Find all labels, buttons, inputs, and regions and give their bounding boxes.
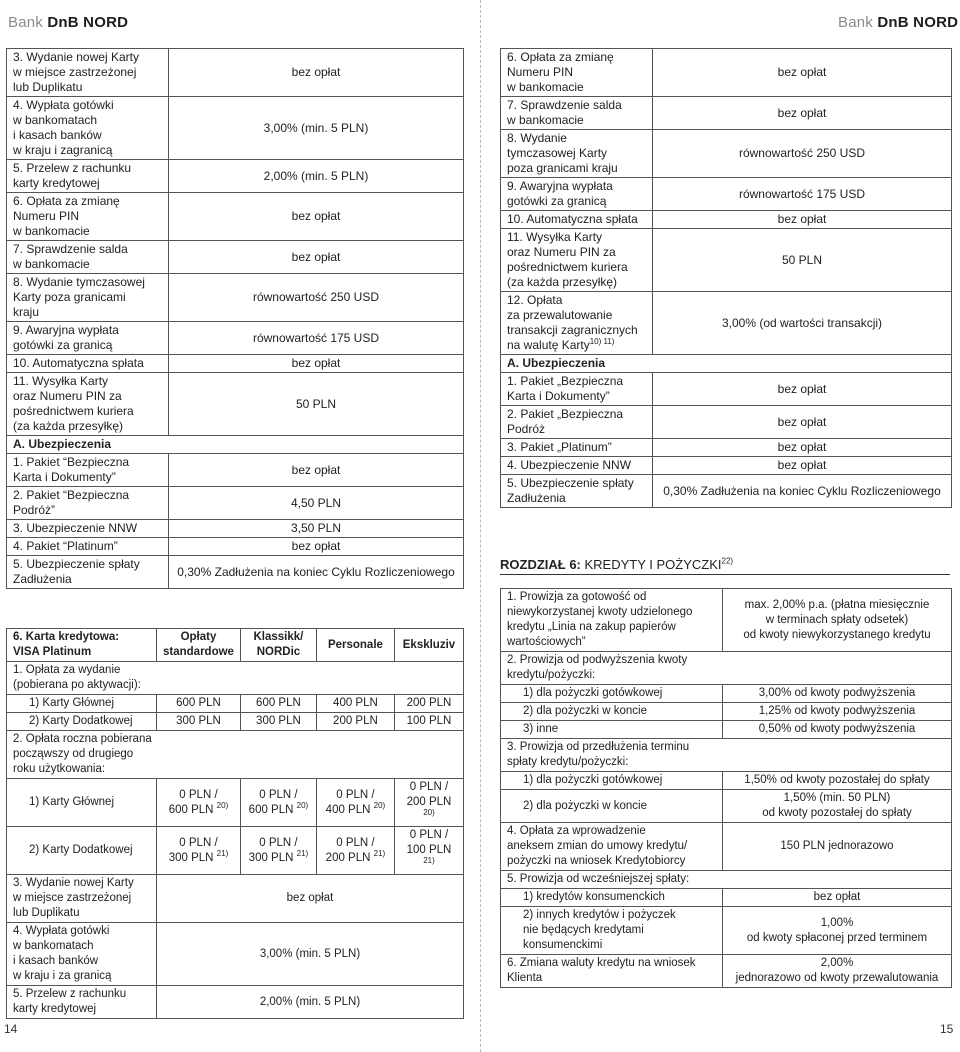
table-row: 2. Pakiet “Bezpieczna Podróż” 4,50 PLN bbox=[7, 487, 464, 520]
table-header-row: 6. Karta kredytowa: VISA Platinum Opłaty standardowe Klassikk/ NORDic Personale Ekskluziv bbox=[7, 629, 464, 662]
table-row: 3. Wydanie nowej Karty w miejsce zastrzeżonej lub Duplikatu bez opłat bbox=[7, 875, 464, 923]
table-row: 3. Pakiet „Platinum” bez opłat bbox=[501, 439, 952, 457]
table-row: 1. Pakiet “Bezpieczna Karta i Dokumenty” bez opłat bbox=[7, 454, 464, 487]
page-divider bbox=[480, 0, 481, 1052]
table-row: 4. Opłata za wprowadzenie aneksem zmian do umowy kredytu/ pożyczki na wniosek Kredytobiorcy 150 PLN jednorazowo bbox=[501, 823, 952, 871]
table-row: 2. Prowizja od podwyższenia kwoty kredytu/pożyczki: bbox=[501, 652, 952, 685]
table-row: 2) Karty Dodatkowej 300 PLN 300 PLN 200 PLN 100 PLN bbox=[7, 713, 464, 731]
table-row: 5. Przelew z rachunku karty kredytowej 2,00% (min. 5 PLN) bbox=[7, 986, 464, 1019]
table-row: 3. Ubezpieczenie NNW 3,50 PLN bbox=[7, 520, 464, 538]
left-fees-table bbox=[6, 48, 464, 589]
table-row: 11. Wysyłka Karty oraz Numeru PIN za pośrednictwem kuriera (za każda przesyłkę) 50 PLN bbox=[501, 229, 952, 292]
page-number-left: 14 bbox=[4, 1022, 18, 1036]
section-title: A. Ubezpieczenia bbox=[7, 436, 464, 454]
section-row bbox=[7, 436, 464, 454]
table-row: 12. Opłata za przewalutowanie transakcji zagranicznych na walutę Karty$^{10) 11)}$ 3,00% (od wartości transakcji) bbox=[501, 292, 952, 355]
table-row: 5. Ubezpieczenie spłaty Zadłużenia 0,30% Zadłużenia na koniec Cyklu Rozliczeniowego bbox=[7, 556, 464, 589]
bank-logo-right: Bank DnB NORD bbox=[838, 14, 959, 31]
chapter-heading: ROZDZIAŁ 6: KREDYTY I POŻYCZKI$^{22)}$ bbox=[500, 556, 950, 575]
table-row: 6. Opłata za zmianę Numeru PIN w bankomacie bez opłat bbox=[7, 193, 464, 241]
page-number-right: 15 bbox=[940, 1022, 954, 1036]
visa-platinum-table bbox=[6, 628, 464, 1019]
bank-logo-left: Bank DnB NORD bbox=[8, 14, 129, 31]
table-row: 3. Prowizja od przedłużenia terminu spłaty kredytu/pożyczki: bbox=[501, 739, 952, 772]
table-row: 1. Opłata za wydanie (pobierana po aktywacji): bbox=[7, 662, 464, 695]
table-row: 7. Sprawdzenie salda w bankomacie bez opłat bbox=[501, 97, 952, 130]
table-row: 7. Sprawdzenie salda w bankomacie bez opłat bbox=[7, 241, 464, 274]
right-fees-table bbox=[500, 48, 952, 508]
table-row: 2. Opłata roczna pobierana począwszy od drugiego roku użytkowania: bbox=[7, 731, 464, 779]
table-row: 1) dla pożyczki gotówkowej 3,00% od kwoty podwyższenia bbox=[501, 685, 952, 703]
table-row: 1) kredytów konsumenckich bez opłat bbox=[501, 889, 952, 907]
table-row: 5. Ubezpieczenie spłaty Zadłużenia 0,30% Zadłużenia na koniec Cyklu Rozliczeniowego bbox=[501, 475, 952, 508]
table-row: 5. Przelew z rachunku karty kredytowej 2,00% (min. 5 PLN) bbox=[7, 160, 464, 193]
table-row: 2) dla pożyczki w koncie 1,50% (min. 50 PLN) od kwoty pozostałej do spłaty bbox=[501, 790, 952, 823]
table-row: 9. Awaryjna wypłata gotówki za granicą równowartość 175 USD bbox=[501, 178, 952, 211]
table-row: 3. Wydanie nowej Karty w miejsce zastrzeżonej lub Duplikatu bez opłat bbox=[7, 49, 464, 97]
table-row: 2) dla pożyczki w koncie 1,25% od kwoty podwyższenia bbox=[501, 703, 952, 721]
table-row: 4. Wypłata gotówki w bankomatach i kasach banków w kraju i zagranicą 3,00% (min. 5 PLN) bbox=[7, 97, 464, 160]
table-row: 3) inne 0,50% od kwoty podwyższenia bbox=[501, 721, 952, 739]
table-row: 2) innych kredytów i pożyczek nie będących kredytami konsumenckimi 1,00% od kwoty spłaconej przed terminem bbox=[501, 907, 952, 955]
table-row: 8. Wydanie tymczasowej Karty poza granicami kraju równowartość 250 USD bbox=[7, 274, 464, 322]
table-row: 1. Pakiet „Bezpieczna Karta i Dokumenty” bez opłat bbox=[501, 373, 952, 406]
table-row: 1) Karty Głównej 600 PLN 600 PLN 400 PLN 200 PLN bbox=[7, 695, 464, 713]
section-row bbox=[501, 355, 952, 373]
table-row: 5. Prowizja od wcześniejszej spłaty: bbox=[501, 871, 952, 889]
table-row: 8. Wydanie tymczasowej Karty poza granicami kraju równowartość 250 USD bbox=[501, 130, 952, 178]
table-row: 1. Prowizja za gotowość od niewykorzystanej kwoty udzielonego kredytu „Linia na zakup papierów wartościowych” max. 2,00% p.a. (płatna miesięcznie w terminach spłaty odsetek) od kwoty niewykorzystanego kredytu bbox=[501, 589, 952, 652]
table-row: 10. Automatyczna spłata bez opłat bbox=[7, 355, 464, 373]
table-row: 6. Opłata za zmianę Numeru PIN w bankomacie bez opłat bbox=[501, 49, 952, 97]
credit-fees-table bbox=[500, 588, 952, 988]
table-row: 11. Wysyłka Karty oraz Numeru PIN za pośrednictwem kuriera (za każda przesyłkę) 50 PLN bbox=[7, 373, 464, 436]
table-row: 4. Wypłata gotówki w bankomatach i kasach banków w kraju i za granicą 3,00% (min. 5 PLN) bbox=[7, 923, 464, 986]
table-row: 9. Awaryjna wypłata gotówki za granicą równowartość 175 USD bbox=[7, 322, 464, 355]
table-row: 6. Zmiana waluty kredytu na wniosek Klienta 2,00% jednorazowo od kwoty przewalutowania bbox=[501, 955, 952, 988]
table-row: 2) Karty Dodatkowej 0 PLN / 300 PLN $^{21)}$ 0 PLN / 300 PLN $^{21)}$ 0 PLN / 200 PLN $^{21)}$ 0 PLN / 100 PLN $^{21)}$ bbox=[7, 827, 464, 875]
table-row: 10. Automatyczna spłata bez opłat bbox=[501, 211, 952, 229]
table-row: 4. Ubezpieczenie NNW bez opłat bbox=[501, 457, 952, 475]
section-title: A. Ubezpieczenia bbox=[501, 355, 952, 373]
table-row: 2. Pakiet „Bezpieczna Podróż bez opłat bbox=[501, 406, 952, 439]
table-row: 4. Pakiet “Platinum” bez opłat bbox=[7, 538, 464, 556]
table-row: 1) dla pożyczki gotówkowej 1,50% od kwoty pozostałej do spłaty bbox=[501, 772, 952, 790]
table-row: 1) Karty Głównej 0 PLN / 600 PLN $^{20)}$ 0 PLN / 600 PLN $^{20)}$ 0 PLN / 400 PLN $^{20)}$ 0 PLN / 200 PLN $^{20)}$ bbox=[7, 779, 464, 827]
